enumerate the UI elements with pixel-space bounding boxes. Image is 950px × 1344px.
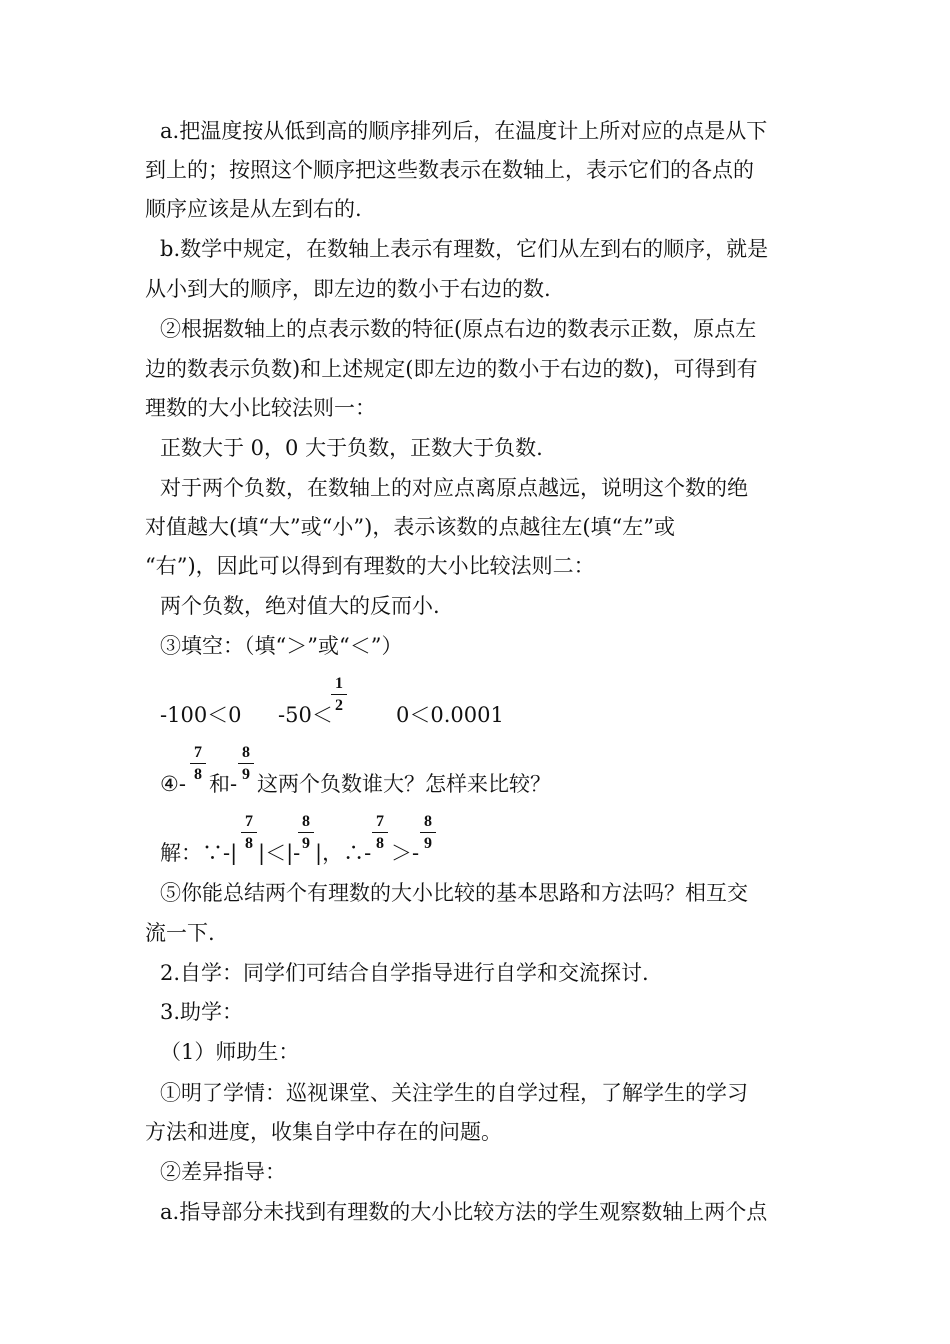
fraction-denominator: 9 (302, 835, 310, 852)
text-line: ⑤你能总结两个有理数的大小比较的基本思路和方法吗？相互交 (160, 881, 748, 905)
fraction-bar (331, 694, 347, 695)
fraction-seven-eighths (241, 813, 257, 853)
text-line: 顺序应该是从左到右的. (145, 197, 362, 221)
fraction-denominator: 8 (245, 835, 253, 852)
fraction-seven-eighths (372, 813, 388, 853)
sol-part3: |，∴- (315, 841, 372, 865)
text-line: 到上的；按照这个顺序把这些数表示在数轴上，表示它们的各点的 (145, 158, 754, 182)
fraction-eight-ninths (420, 813, 436, 853)
text-line: 3.助学： (160, 1000, 244, 1024)
fraction-denominator: 9 (424, 835, 432, 852)
fraction-bar (238, 763, 254, 764)
fraction-bar (241, 832, 257, 833)
text-line: （1）师助生： (160, 1040, 300, 1064)
text-line: 理数的大小比较法则一： (145, 396, 376, 420)
fraction-eight-ninths (238, 744, 254, 784)
fraction-one-half (331, 675, 347, 715)
fraction-numerator: 7 (194, 744, 202, 761)
text-line: 边的数表示负数)和上述规定(即左边的数小于右边的数)，可得到有 (145, 357, 758, 381)
text-line: 对值越大(填“大”或“小”)，表示该数的点越往左(填“左”或 (145, 515, 675, 539)
sol-part4: ＞- (391, 841, 420, 865)
q4-prefix: ④- (160, 772, 186, 796)
fraction-denominator: 2 (335, 697, 343, 714)
text-line: 从小到大的顺序，即左边的数小于右边的数. (145, 277, 551, 301)
text-line: ①明了学情：巡视课堂、关注学生的自学过程，了解学生的学习 (160, 1081, 748, 1105)
compare-c: 0＜0.0001 (396, 703, 504, 727)
q4-suffix: 这两个负数谁大？怎样来比较？ (257, 772, 551, 796)
sol-part2: |＜|- (258, 841, 301, 865)
fraction-numerator: 8 (242, 744, 250, 761)
fraction-eight-ninths (298, 813, 314, 853)
fraction-numerator: 7 (376, 813, 384, 830)
text-line: ③填空：（填“＞”或“＜”） (160, 634, 403, 658)
fraction-denominator: 8 (376, 835, 384, 852)
fraction-bar (420, 832, 436, 833)
sol-part1: 解：∵-| (160, 841, 238, 865)
text-line: ②差异指导： (160, 1160, 286, 1184)
compare-a: -100＜0 (160, 703, 242, 727)
compare-b: -50＜ (278, 703, 333, 727)
fraction-denominator: 8 (194, 766, 202, 783)
text-line: 方法和进度，收集自学中存在的问题。 (145, 1120, 502, 1144)
fraction-seven-eighths (190, 744, 206, 784)
fraction-bar (190, 763, 206, 764)
q4-mid: 和- (209, 772, 238, 796)
text-line: b.数学中规定，在数轴上表示有理数，它们从左到右的顺序，就是 (160, 237, 769, 261)
fraction-bar (372, 832, 388, 833)
text-line: 正数大于 0，0 大于负数，正数大于负数. (160, 436, 543, 460)
text-line: 流一下. (145, 921, 215, 945)
fraction-numerator: 8 (424, 813, 432, 830)
fraction-bar (298, 832, 314, 833)
text-line: a.把温度按从低到高的顺序排列后，在温度计上所对应的点是从下 (160, 119, 768, 143)
text-line: 两个负数，绝对值大的反而小. (160, 594, 440, 618)
text-line: a.指导部分未找到有理数的大小比较方法的学生观察数轴上两个点 (160, 1200, 768, 1224)
text-line: 2.自学：同学们可结合自学指导进行自学和交流探讨. (160, 961, 649, 985)
text-line: “右”)，因此可以得到有理数的大小比较法则二： (145, 554, 595, 578)
fraction-denominator: 9 (242, 766, 250, 783)
text-line: 对于两个负数，在数轴上的对应点离原点越远，说明这个数的绝 (160, 476, 748, 500)
fraction-numerator: 7 (245, 813, 253, 830)
fraction-numerator: 8 (302, 813, 310, 830)
text-line: ②根据数轴上的点表示数的特征(原点右边的数表示正数，原点左 (160, 317, 757, 341)
fraction-numerator: 1 (335, 675, 343, 692)
